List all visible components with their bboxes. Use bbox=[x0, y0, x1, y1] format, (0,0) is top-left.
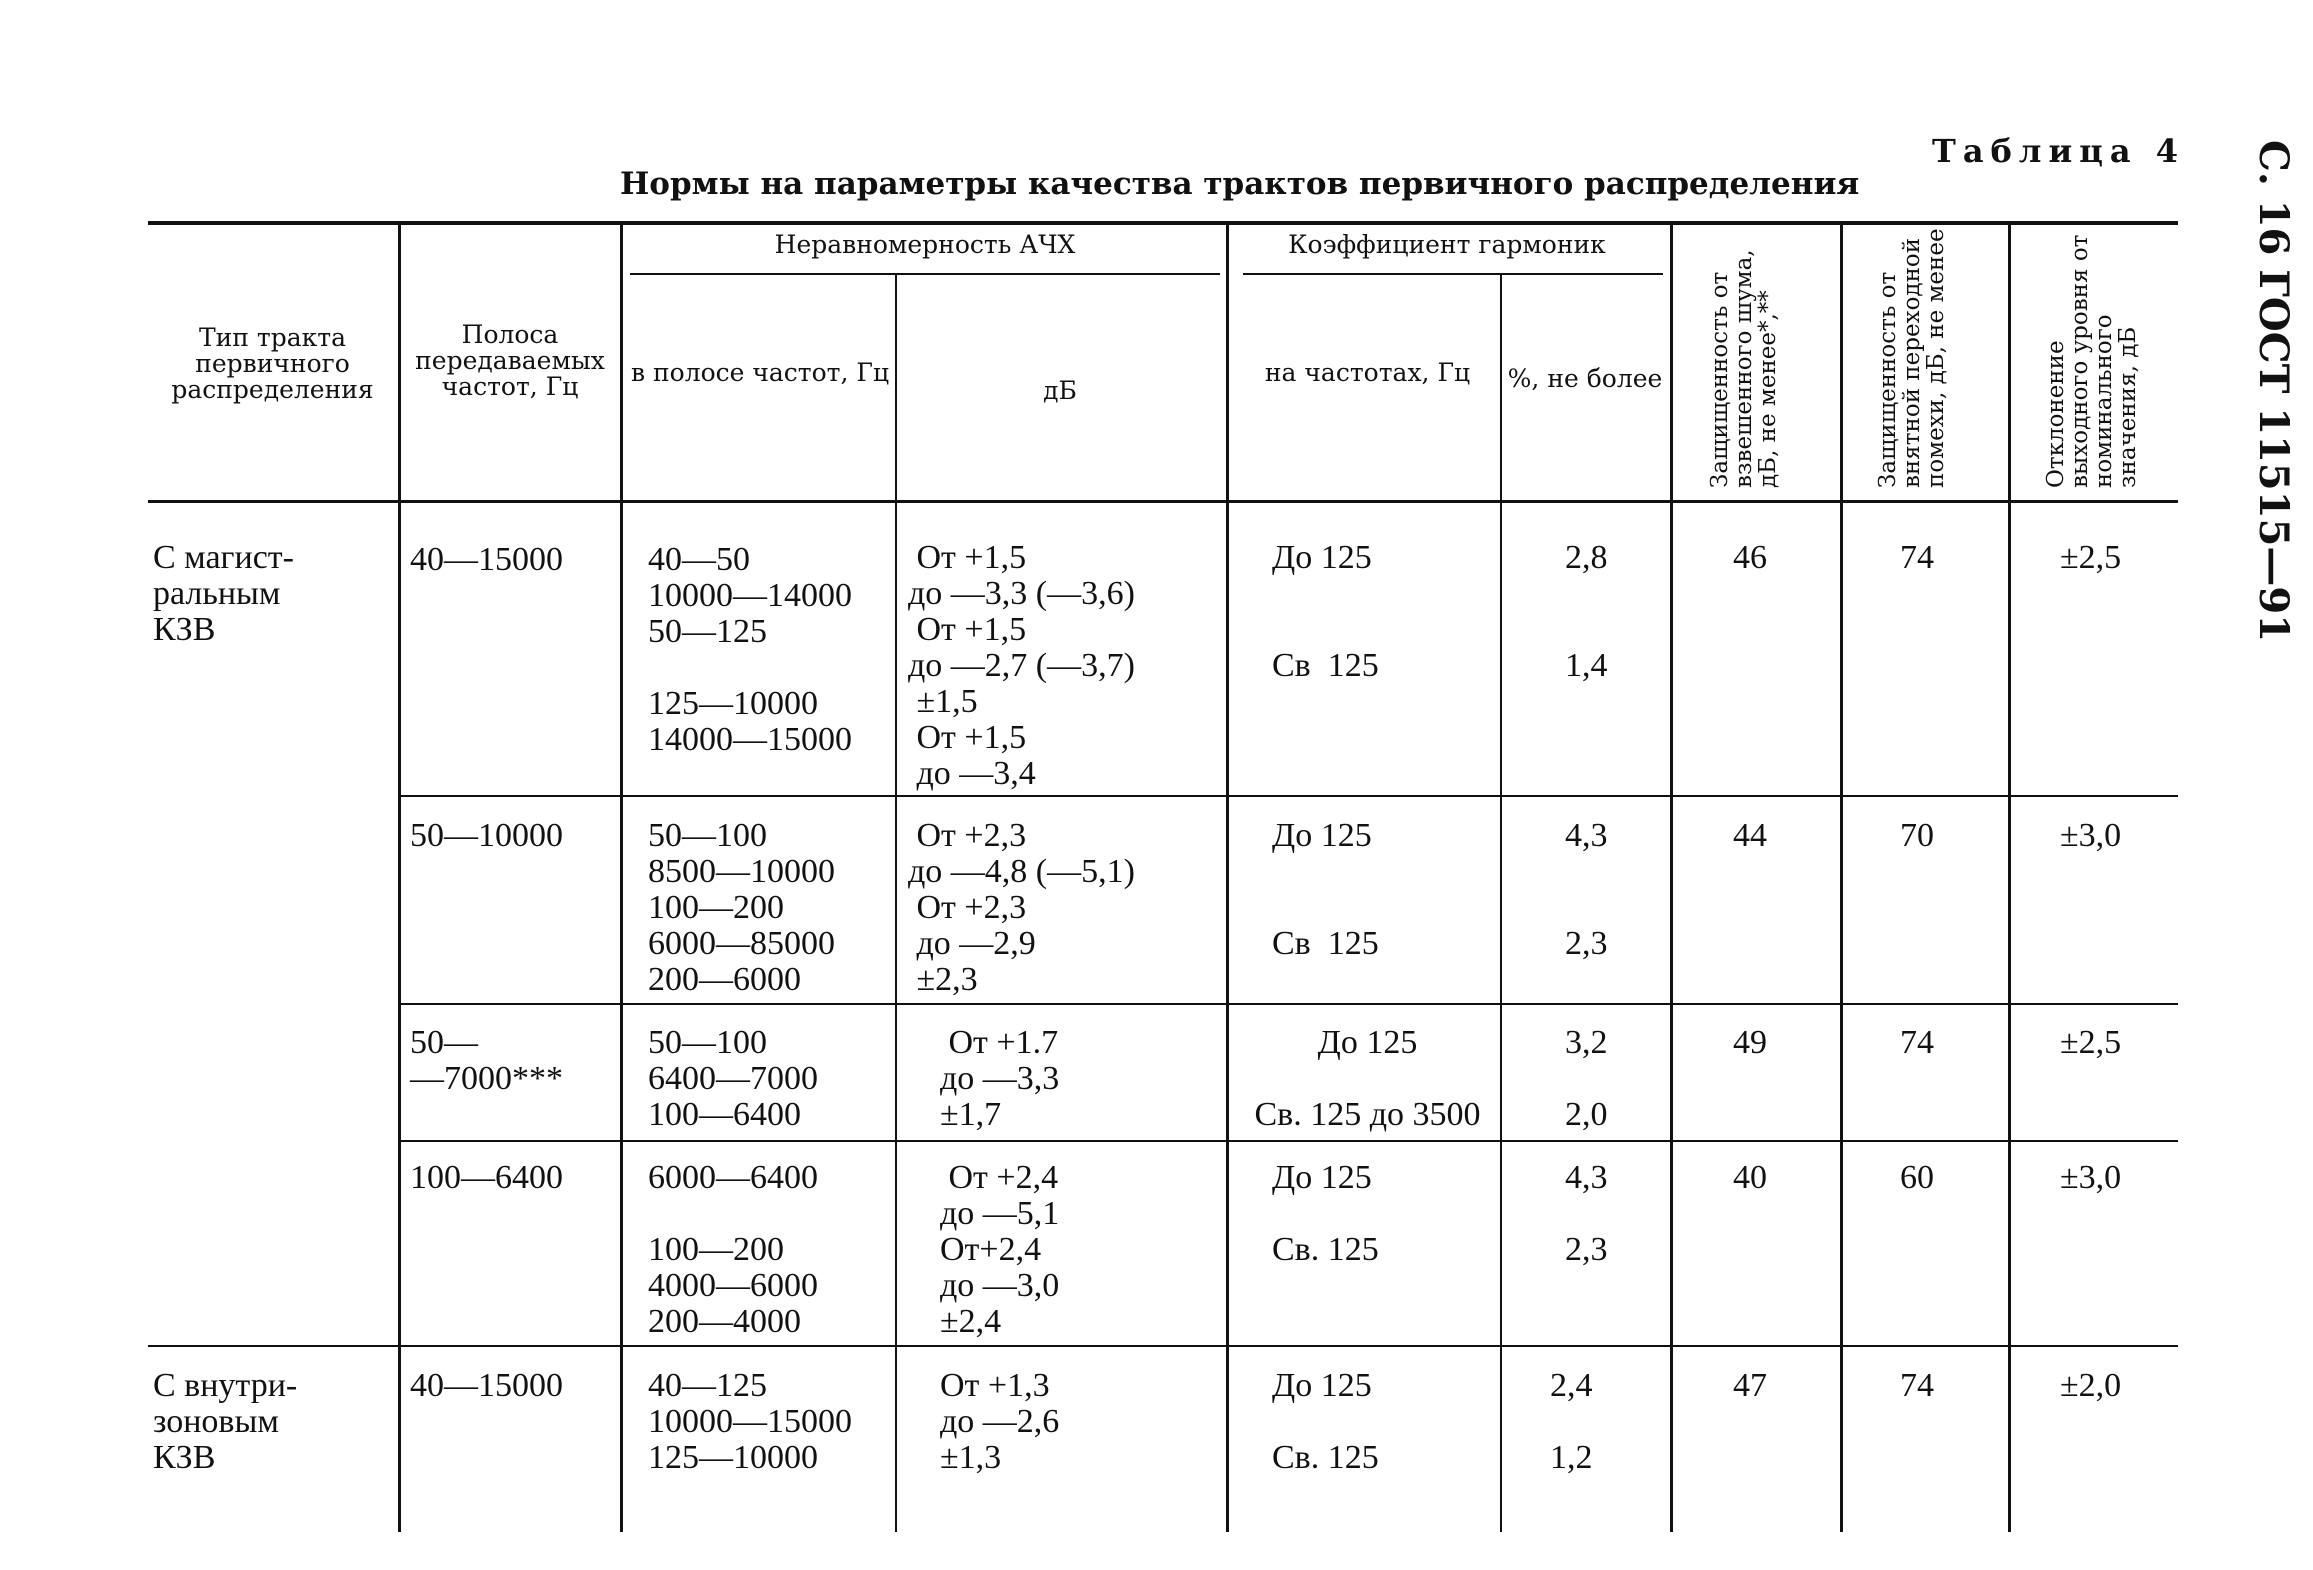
cell-type: С магист- ральным КЗВ bbox=[153, 539, 294, 648]
cell-noise: 40 bbox=[1733, 1159, 1767, 1196]
cell-afr-db: От +2,3 до —4,8 (—5,1) От +2,3 до —2,9 ±2,3 bbox=[908, 817, 1135, 998]
cell-harm-freq: До 125 Св. 125 до 3500 bbox=[1254, 1024, 1481, 1133]
header-afr: Неравномерность АЧХ bbox=[774, 230, 1076, 259]
cell-afr-band: 6000—6400 100—200 4000—6000 200—4000 bbox=[648, 1159, 818, 1340]
cell-noise: 46 bbox=[1733, 539, 1767, 576]
table-title: Нормы на параметры качества трактов первичного распределения bbox=[620, 166, 1860, 202]
cell-deviation: ±2,0 bbox=[2060, 1367, 2122, 1404]
cell-crosstalk: 74 bbox=[1900, 539, 1934, 576]
cell-crosstalk: 74 bbox=[1900, 1024, 1934, 1061]
cell-band: 40—15000 bbox=[410, 541, 563, 578]
cell-crosstalk: 60 bbox=[1900, 1159, 1934, 1196]
cell-type: С внутри- зоновым КЗВ bbox=[153, 1367, 298, 1476]
header-crosstalk: Защищенность от внятной переходной помехи, дБ, не менее bbox=[1875, 228, 1949, 488]
header-harm-freq: на частотах, Гц bbox=[1264, 358, 1471, 387]
cell-crosstalk: 70 bbox=[1900, 817, 1934, 854]
header-afr-band: в полосе частот, Гц bbox=[630, 358, 890, 387]
cell-harm-pct: 2,4 1,2 bbox=[1550, 1367, 1593, 1476]
cell-deviation: ±3,0 bbox=[2060, 1159, 2122, 1196]
cell-harm-pct: 3,2 2,0 bbox=[1565, 1024, 1608, 1133]
cell-band: 50—10000 bbox=[410, 817, 563, 854]
header-band: Полоса передаваемых частот, Гц bbox=[415, 320, 605, 401]
table-label: Таблица 4 bbox=[1932, 132, 2185, 170]
cell-noise: 47 bbox=[1733, 1367, 1767, 1404]
cell-noise: 44 bbox=[1733, 817, 1767, 854]
cell-deviation: ±3,0 bbox=[2060, 817, 2122, 854]
cell-afr-db: От +1,5 до —3,3 (—3,6) От +1,5 до —2,7 (—3,7) ±1,5 От +1,5 до —3,4 bbox=[908, 539, 1135, 792]
cell-band: 40—15000 bbox=[410, 1367, 563, 1404]
side-header: С. 16 ГОСТ 11515—91 bbox=[2250, 140, 2297, 643]
cell-afr-db: От +1,3 до —2,6 ±1,3 bbox=[940, 1367, 1060, 1476]
cell-afr-db: От +1.7 до —3,3 ±1,7 bbox=[940, 1024, 1060, 1133]
cell-afr-db: От +2,4 до —5,1 От+2,4 до —3,0 ±2,4 bbox=[940, 1159, 1060, 1340]
cell-harm-pct: 2,8 1,4 bbox=[1565, 539, 1608, 684]
cell-harm-freq: До 125 Св 125 bbox=[1272, 539, 1379, 684]
cell-deviation: ±2,5 bbox=[2060, 1024, 2122, 1061]
header-deviation: Отклонение выходного уровня от номинального значения, дБ bbox=[2043, 234, 2141, 488]
cell-band: 100—6400 bbox=[410, 1159, 563, 1196]
cell-harm-freq: До 125 Св. 125 bbox=[1272, 1367, 1379, 1476]
cell-deviation: ±2,5 bbox=[2060, 539, 2122, 576]
cell-afr-band: 50—100 8500—10000 100—200 6000—85000 200—6000 bbox=[648, 817, 835, 998]
header-type: Тип тракта первичного распределения bbox=[171, 323, 374, 404]
cell-noise: 49 bbox=[1733, 1024, 1767, 1061]
cell-band: 50— —7000*** bbox=[410, 1024, 563, 1097]
cell-harm-freq: До 125 Св 125 bbox=[1272, 817, 1379, 962]
cell-harm-freq: До 125 Св. 125 bbox=[1272, 1159, 1379, 1268]
cell-crosstalk: 74 bbox=[1900, 1367, 1934, 1404]
header-noise: Защищенность от взвешенного шума, дБ, не менее*,** bbox=[1707, 249, 1781, 488]
cell-afr-band: 40—125 10000—15000 125—10000 bbox=[648, 1367, 852, 1476]
header-harm-pct: %, не более bbox=[1507, 364, 1663, 393]
cell-harm-pct: 4,3 2,3 bbox=[1565, 817, 1608, 962]
header-harm: Коэффициент гармоник bbox=[1288, 230, 1606, 259]
header-afr-db: дБ bbox=[1043, 376, 1077, 405]
cell-afr-band: 40—50 10000—14000 50—125 125—10000 14000—15000 bbox=[648, 541, 852, 758]
cell-afr-band: 50—100 6400—7000 100—6400 bbox=[648, 1024, 818, 1133]
cell-harm-pct: 4,3 2,3 bbox=[1565, 1159, 1608, 1268]
